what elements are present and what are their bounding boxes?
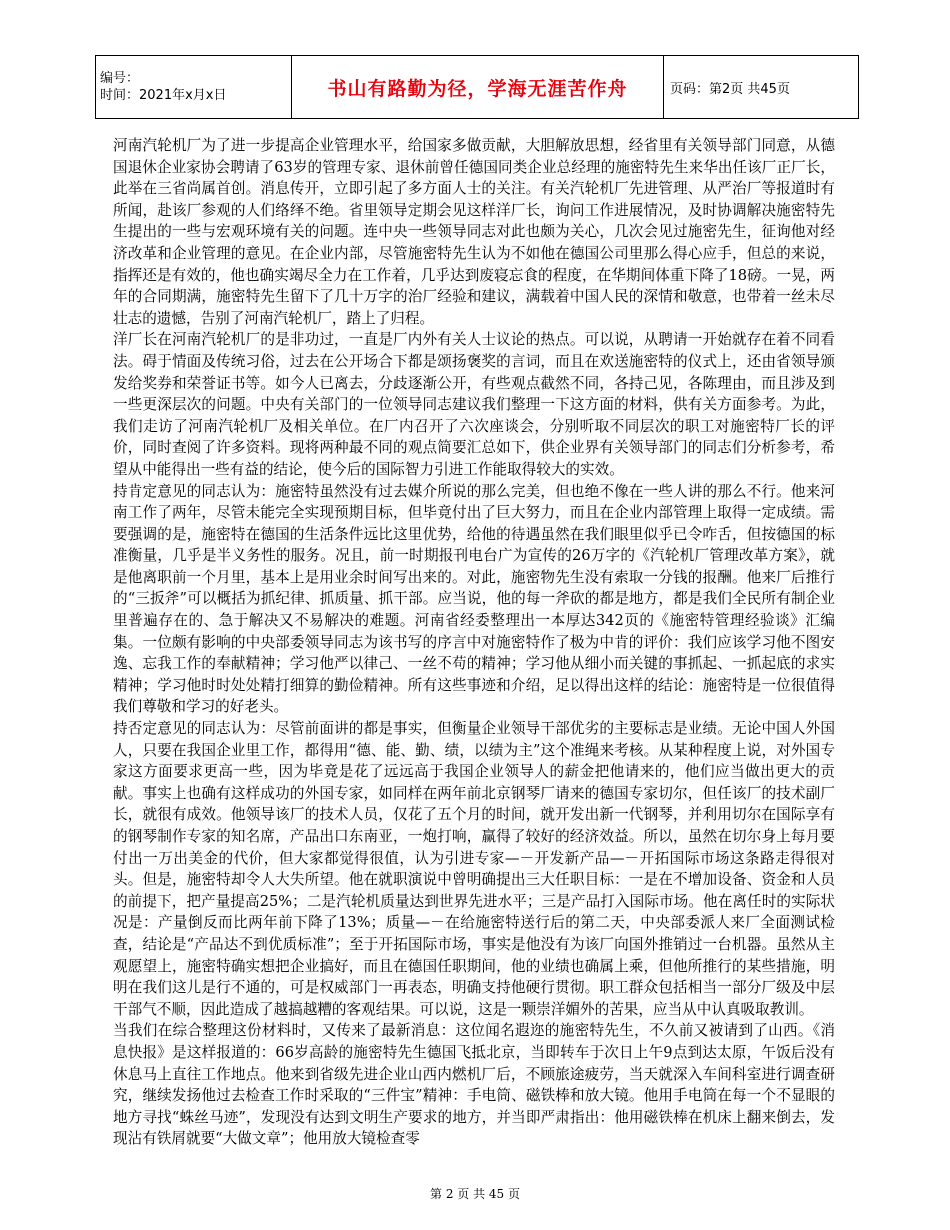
paragraph: 河南汽轮机厂为了进一步提高企业管理水平，给国家多做贡献，大胆解放思想，经省里有关领导部门同意，从德国退休企业家协会聘请了63岁的管理专家、退休前曾任德国同类企业总经理的施密特先生来华出任该厂正厂长，此举在三省尚属首创。消息传开，立即引起了多方面人士的关注。有关汽轮机厂先进管理、从严治厂等报道时有所闻，赴该厂参观的人们络绎不绝。省里领导定期会见这样洋厂长，询问工作进展情况，及时协调解决施密特先生提出的一些与宏观环境有关的问题。连中央一些领导同志对此也颇为关心，几次会见过施密先生，征询他对经济改革和企业管理的意见。在企业内部，尽管施密特先生认为不如他在德国公司里那么得心应手，但总的来说，指挥还是有效的，他也确实竭尽全力在工作着，几乎达到废寝忘食的程度，在华期间体重下降了18磅。一晃，两年的合同期满，施密特先生留下了几十万字的治厂经验和建议，满载着中国人民的深情和敬意，也带着一丝未尽壮志的遗憾，告别了河南汽轮机厂，踏上了归程。 [113, 137, 835, 327]
header-meta-cell [96, 56, 292, 119]
paragraph: 持肯定意见的同志认为：施密特虽然没有过去媒介所说的那么完美，但也绝不像在一些人讲的那么不行。他来河南工作了两年，尽管未能完全实现预期目标，但毕竟付出了巨大努力，而且在企业内部管理上取得一定成绩。需要强调的是，施密特在德国的生活条件远比这里优势，给他的待遇虽然在我们眼里似乎已令咋舌，但按德国的标准衡量，几乎是半义务性的服务。况且，前一时期报刊电台广为宣传的26万字的《汽轮机厂管理改革方案》，就是他离职前一个月里，基本上是用业余时间写出来的。对此，施密物先生没有索取一分钱的报酬。他来厂后推行的“三扳斧”可以概括为抓纪律、抓质量、抓干部。应当说，他的每一斧砍的都是地方，都是我们全民所有制企业里普遍存在的、急于解决又不易解决的难题。河南省经委整理出一本厚达342页的《施密特管理经验谈》汇编集。一位颇有影响的中央部委领导同志为该书写的序言中对施密特作了极为中肯的评价：我们应该学习他不图安逸、忘我工作的奉献精神；学习他严以律己、一丝不苟的精神；学习他从细小而关键的事抓起、一抓起底的求实精神；学习他时时处处精打细算的勤俭精神。所有这些事迹和介绍，足以得出这样的结论：施密特是一位很值得我们尊敬和学习的好老头。 [113, 482, 835, 716]
article-body [113, 135, 835, 1150]
page-footer [0, 1185, 950, 1202]
footer-page-number: 第 2 页 共 45 页 [430, 1187, 520, 1201]
header-page-info-cell [664, 56, 859, 119]
document-date: 时间：2021年x月x日 [100, 88, 227, 103]
header-page-info: 页码：第2页 共45页 [670, 81, 790, 97]
header-motto-cell [292, 56, 664, 119]
header-motto: 书山有路勤为径，学海无涯苦作舟 [327, 77, 628, 100]
document-number-label: 编号： [100, 71, 140, 86]
paragraph: 持否定意见的同志认为：尽管前面讲的都是事实，但衡量企业领导干部优劣的主要标志是业绩。无论中国人外国人，只要在我国企业里工作，都得用“德、能、勤、绩，以绩为主”这个准绳来考核。从某种程度上说，对外国专家这方面要求更高一些，因为毕竟是花了远远高于我国企业领导人的薪金把他请来的，他们应当做出更大的贡献。事实上也确有这样成功的外国专家，如同样在两年前北京钢琴厂请来的德国专家切尔，但任该厂的技术副厂长，就很有成效。他领导该厂的技术人员，仅花了五个月的时间，就开发出新一代钢琴，并利用切尔在国际享有的钢琴制作专家的知名席，产品出口东南亚，一炮打响，赢得了较好的经济效益。所以，虽然在切尔身上每月要付出一万出美金的代价，但大家都觉得很值，认为引进专家—－开发新产品—－开拓国际市场这条路走得很对头。但是，施密特却令人大失所望。他在就职演说中曾明确提出三大任职目标：一是在不增加设备、资金和人员的前提下，把产量提高25%；二是汽轮机质量达到世界先进水平；三是产品打入国际市场。他在离任时的实际状况是：产量倒反而比两年前下降了13%；质量—－在给施密特送行后的第二天，中央部委派人来厂全面测试检查，结论是“产品达不到优质标准”；至于开拓国际市场，事实是他没有为该厂向国外推销过一台机器。虽然从主观愿望上，施密特确实想把企业搞好，而且在德国任职期间，他的业绩也确属上乘，但他所推行的某些措施，明明在我们这儿是行不通的，可是权威部门一再表态，明确支持他硬行贯彻。职工群众包括相当一部分厂级及中层干部气不顺，因此造成了越搞越糟的客观结果。可以说，这是一颗崇洋媚外的苦果，应当从中认真吸取教训。 [113, 720, 835, 1018]
paragraph: 洋厂长在河南汽轮机厂的是非功过，一直是厂内外有关人士议论的热点。可以说，从聘请一开始就存在着不同看法。碍于情面及传统习俗，过去在公开场合下都是颂扬褒奖的言词，而且在欢送施密特的仪式上，还由省领导颁发给奖券和荣誉证书等。如今人已离去，分歧逐渐公开，有些观点截然不同，各持己见，各陈理由，而且涉及到一些更深层次的问题。中央有关部门的一位领导同志建议我们整理一下这方面的材料，供有关方面参考。为此，我们走访了河南汽轮机厂及相关单位。在厂内召开了六次座谈会，分别听取不同层次的职工对施密特厂长的评价，同时查阅了许多资料。现将两种最不同的观点简要汇总如下，供企业界有关领导部门的同志们分析参考，希望从中能得出一些有益的结论，使今后的国际智力引进工作能取得较大的实效。 [113, 331, 835, 478]
paragraph: 当我们在综合整理这份材料时，又传来了最新消息：这位闻名遐迩的施密特先生，不久前又被请到了山西。《消息快报》是这样报道的：66岁高龄的施密特先生德国飞抵北京，当即转车于次日上午9点到达太原，午饭后没有休息马上直往工作地点。他来到省级先进企业山西内燃机厂后，不顾旅途疲劳，当天就深入车间科室进行调查研究，继续发扬他过去检查工作时采取的“三件宝”精神：手电筒、磁铁棒和放大镜。他用手电筒在每一个不显眼的地方寻找“蛛丝马迹”，发现没有达到文明生产要求的地方，并当即严肃指出：他用磁铁棒在机床上翻来倒去，发现沾有铁屑就要“大做文章”；他用放大镜检查零 [113, 1022, 835, 1148]
page-header [95, 55, 859, 119]
